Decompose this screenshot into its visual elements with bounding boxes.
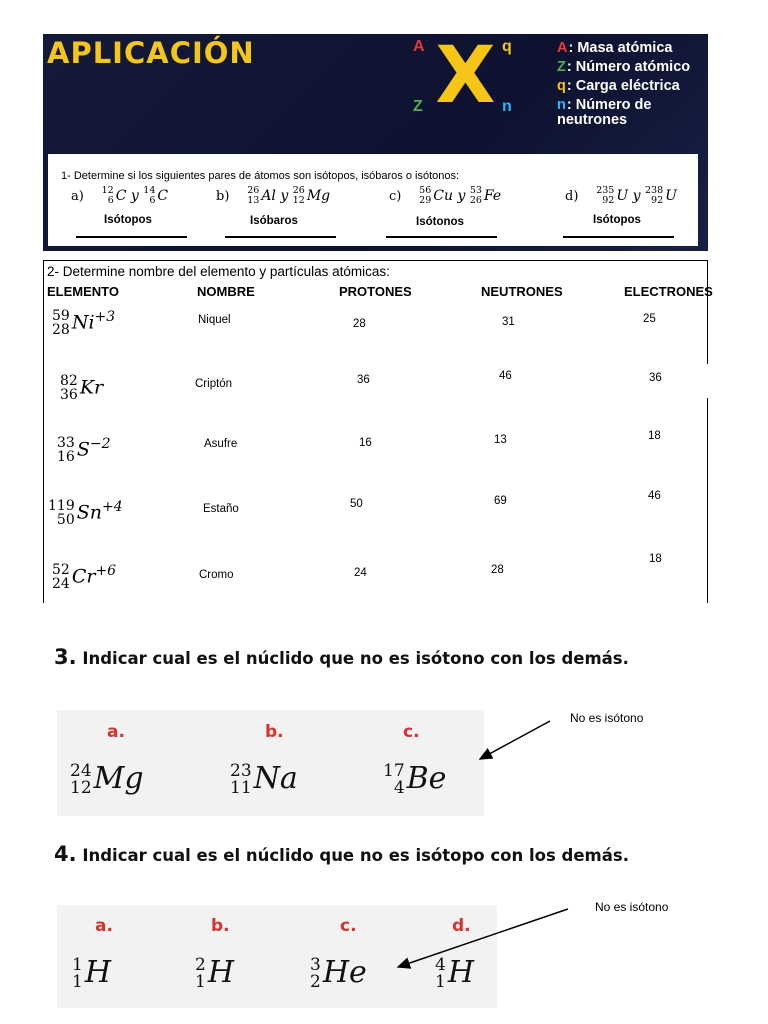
banner-title: APLICACIÓN (47, 36, 255, 70)
col-header-electrones: ELECTRONES (624, 284, 713, 299)
ex4-option-b-letter: b. (211, 916, 230, 936)
exercise-2-prompt: 2- Determine nombre del elemento y partículas atómicas: (47, 264, 390, 279)
element-ni: 59 28 $Ni^{+3}$ (52, 308, 116, 339)
electrons-kr: 36 (649, 372, 662, 384)
ex4-arrow (390, 905, 580, 975)
label-atomic-number: Z (413, 98, 423, 115)
answer-a: Isótopos (104, 214, 152, 226)
legend-item-charge: q: Carga eléctrica (557, 78, 680, 94)
name-cr: Cromo (199, 569, 234, 581)
col-header-protones: PROTONES (339, 284, 412, 299)
exercise-1-item-d: d) 235 92 U y 238 92 U (565, 185, 677, 206)
exercise-4-question: 4. Indicar cual es el núclido que no es isótopo con los demás. (54, 842, 629, 866)
answer-c: Isótonos (416, 216, 464, 228)
ex3-option-a-nuclide: 24 12 Mg (70, 761, 144, 798)
element-cr: 52 24 $Cr^{+6}$ (52, 562, 117, 593)
electrons-s: 18 (648, 430, 661, 442)
neutrons-ni: 31 (502, 316, 515, 328)
label-neutrons: n (502, 98, 512, 115)
answer-line-c (386, 236, 497, 238)
answer-d: Isótopos (593, 214, 641, 226)
element-kr: 82 36 Kr (60, 373, 104, 404)
element-s: 33 16 $S^{-2}$ (57, 435, 111, 466)
exercise-1-item-c: c) 56 29 Cu y 53 26 Fe (389, 185, 502, 206)
neutrons-sn: 69 (494, 495, 507, 507)
exercise-1-item-b: b) 26 13 Al y 26 12 Mg (216, 185, 331, 206)
answer-line-a (76, 236, 187, 238)
ex3-option-b-letter: b. (265, 722, 284, 742)
answer-b: Isóbaros (250, 215, 298, 227)
legend-item-mass: A: Masa atómica (557, 40, 673, 56)
ex4-option-d-letter: d. (452, 916, 471, 936)
col-header-elemento: ELEMENTO (47, 284, 119, 299)
exercise-1-prompt: 1- Determine si los siguientes pares de átomos son isótopos, isóbaros o isótonos: (61, 170, 460, 182)
ex4-option-a-letter: a. (95, 916, 113, 936)
exercise-1-item-a: a) 12 6 C y 14 6 C (71, 185, 169, 206)
ex4-option-a-nuclide: 1 1 H (72, 955, 111, 992)
ex4-option-b-nuclide: 2 1 H (195, 955, 234, 992)
ex3-option-a-letter: a. (107, 722, 125, 742)
protons-sn: 50 (350, 498, 363, 510)
electrons-cr: 18 (649, 553, 662, 565)
col-header-nombre: NOMBRE (197, 284, 255, 299)
neutrons-s: 13 (494, 434, 507, 446)
label-mass-number: A (413, 38, 425, 55)
legend-item-neutrons: n: Número de neutrones (557, 97, 652, 128)
ex3-arrow (470, 715, 560, 765)
legend-item-atomic-number: Z: Número atómico (557, 59, 691, 75)
protons-kr: 36 (357, 374, 370, 386)
ex3-note: No es isótono (570, 711, 644, 725)
protons-ni: 28 (353, 318, 366, 330)
exercise-2-top-border (43, 260, 707, 261)
ex3-option-b-nuclide: 23 11 Na (230, 761, 298, 798)
element-sn: 119 50 $Sn^{+4}$ (48, 498, 123, 529)
ex4-option-d-nuclide: 4 1 H (435, 955, 474, 992)
exercise-2-right-border-top (707, 260, 708, 364)
ex4-option-c-letter: c. (340, 916, 357, 936)
name-kr: Criptón (195, 378, 233, 390)
exercise-3-question: 3. Indicar cual es el núclido que no es isótono con los demás. (54, 645, 629, 669)
protons-s: 16 (359, 437, 372, 449)
answer-line-d (563, 236, 674, 238)
name-ni: Niquel (198, 314, 231, 326)
neutrons-kr: 46 (499, 370, 512, 382)
nuclide-symbol-x: X (435, 31, 496, 121)
label-charge: q (502, 38, 512, 55)
exercise-2-right-border-bottom (707, 398, 708, 603)
answer-line-b (225, 236, 336, 238)
exercise-2-left-border (43, 260, 44, 603)
protons-cr: 24 (354, 567, 367, 579)
col-header-neutrones: NEUTRONES (481, 284, 563, 299)
electrons-sn: 46 (648, 490, 661, 502)
name-s: Asufre (204, 438, 238, 450)
electrons-ni: 25 (643, 313, 656, 325)
ex4-note: No es isótono (595, 900, 669, 914)
ex3-option-c-letter: c. (403, 722, 420, 742)
ex4-option-c-nuclide: 3 2 He (310, 955, 367, 992)
neutrons-cr: 28 (491, 564, 504, 576)
ex3-option-c-nuclide: 17 4 Be (383, 761, 447, 798)
name-sn: Estaño (203, 503, 239, 515)
